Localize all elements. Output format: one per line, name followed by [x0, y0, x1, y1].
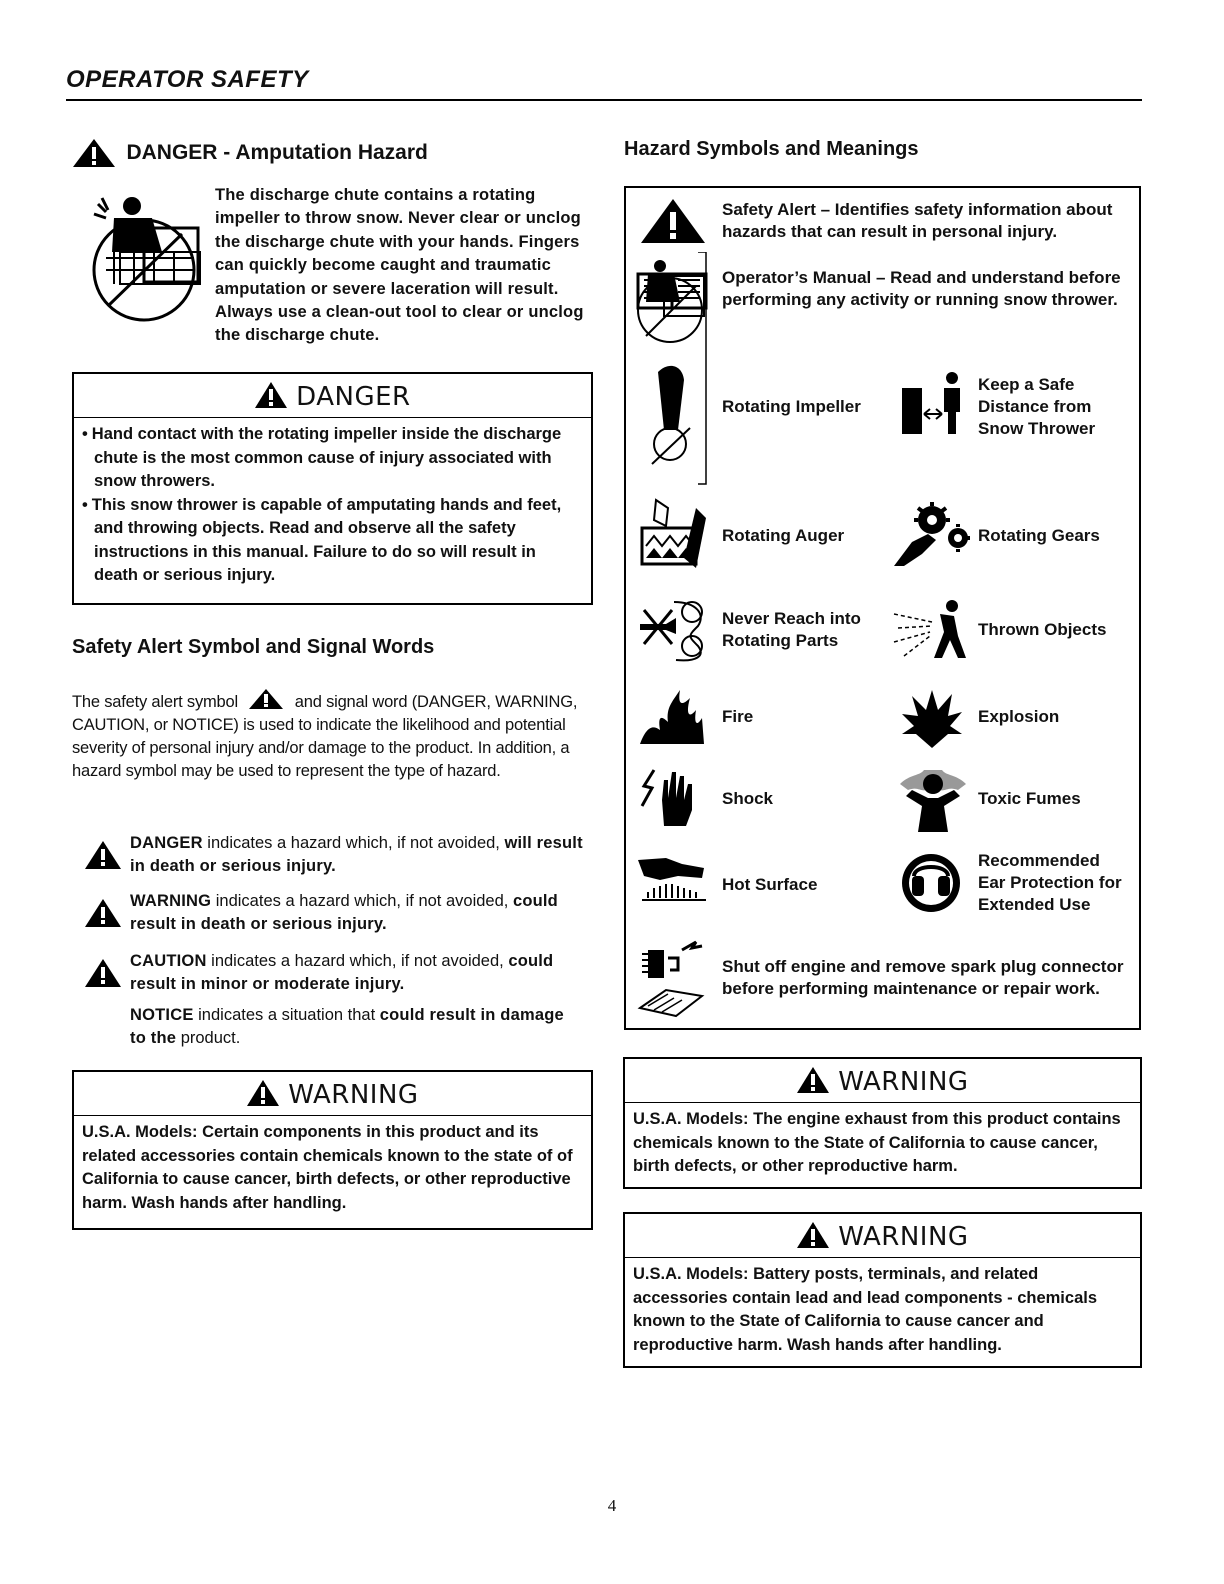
safety-alert-icon: [796, 1221, 830, 1249]
shut-off-engine-meaning: Shut off engine and remove spark plug connector before performing maintenance or repair work.: [722, 957, 1124, 998]
toxic-fumes-meaning: Toxic Fumes: [978, 789, 1081, 808]
never-reach-icon: [636, 596, 710, 662]
fire-meaning: Fire: [722, 707, 754, 726]
header-divider: [66, 99, 1142, 101]
signal-word: CAUTION: [130, 952, 207, 970]
keep-safe-distance-meaning: Keep a Safe Distance from Snow Thrower: [978, 375, 1096, 438]
signal-word: WARNING: [130, 892, 212, 910]
rotating-gears-icon: [892, 500, 972, 568]
thrown-objects-meaning: Thrown Objects: [978, 620, 1107, 639]
safety-alert-icon: [248, 688, 284, 710]
amputation-text: The discharge chute contains a rotating impeller to throw snow. Never clear or unclog the discharge chute with your hands. Fingers can quickly become caught and traumatic amputation or severe laceration will result. Always use a clean-out tool to clear or unclog the discharge chute.: [215, 186, 584, 345]
signal-consequence: could result in death or serious injury.: [130, 892, 558, 933]
never-reach-meaning: Never Reach into Rotating Parts: [722, 609, 861, 650]
safety-alert-icon: [796, 1066, 830, 1094]
warning-text: U.S.A. Models: The engine exhaust from this product contains chemicals known to the State of California to cause cancer, birth defects, or other reproductive harm.: [633, 1110, 1121, 1175]
signal-word: NOTICE: [130, 1006, 194, 1024]
impeller-hazard-icon: [84, 188, 202, 340]
keep-safe-distance-icon: [900, 370, 968, 436]
safety-alert-icon: [84, 958, 122, 988]
signal-desc: indicates a hazard which, if not avoided,: [211, 952, 504, 970]
toxic-fumes-icon: [898, 766, 968, 832]
warning-label: WARNING: [838, 1222, 969, 1252]
signal-word-danger: [84, 832, 584, 878]
ear-protection-meaning: Recommended Ear Protection for Extended Use: [978, 851, 1122, 914]
safety-alert-icon: [254, 381, 288, 409]
warning-box-right-1: [623, 1057, 1142, 1189]
warning-box-left: [72, 1070, 593, 1230]
warning-label: WARNING: [838, 1067, 969, 1097]
thrown-objects-icon: [892, 596, 970, 662]
signal-desc-end: product.: [180, 1029, 241, 1047]
warning-box-right-2: [623, 1212, 1142, 1368]
explosion-icon: [900, 688, 964, 750]
section-title: OPERATOR SAFETY: [66, 66, 309, 93]
hazard-symbols-title: Hazard Symbols and Meanings: [624, 138, 919, 160]
signal-intro-a: The safety alert symbol: [72, 693, 238, 711]
shock-meaning: Shock: [722, 789, 774, 808]
signal-words-intro: [72, 688, 587, 783]
hot-surface-meaning: Hot Surface: [722, 875, 818, 894]
rotating-impeller-icon: [634, 252, 710, 486]
ear-protection-icon: [900, 852, 962, 914]
signal-word-warning: [84, 890, 584, 936]
signal-desc: indicates a hazard which, if not avoided,: [215, 892, 509, 910]
warning-box-header: [74, 1072, 591, 1116]
safety-alert-icon: [72, 138, 116, 168]
danger-bullet: • This snow thrower is capable of amputating hands and feet, and throwing objects. Read and observe all the safety instructions in this manual. Failure to do so will result in death or serious injury.: [82, 494, 583, 588]
signal-word: DANGER: [130, 834, 203, 852]
warning-box-header: [625, 1214, 1140, 1258]
rotating-auger-icon: [636, 498, 708, 570]
rotating-auger-meaning: Rotating Auger: [722, 526, 845, 545]
signal-consequence: will result in death or serious injury.: [130, 834, 583, 875]
rotating-impeller-meaning: Rotating Impeller: [722, 397, 861, 416]
signal-word-caution: [84, 950, 584, 996]
signal-intro-b: and signal word (DANGER, WARNING, CAUTION, or NOTICE) is used to indicate the likelihood and potential severity of personal injury and/or damage to the product. In addition, a hazard symbol may be used to represent the type of hazard.: [72, 693, 578, 780]
signal-consequence: could result in minor or moderate injury.: [130, 952, 554, 993]
signal-desc: indicates a hazard which, if not avoided,: [207, 834, 500, 852]
signal-consequence: could result in damage to the: [130, 1006, 564, 1047]
signal-desc: indicates a situation that: [198, 1006, 376, 1024]
safety-alert-icon: [640, 198, 706, 244]
operator-manual-meaning: Operator’s Manual – Read and understand before performing any activity or running snow thrower.: [722, 268, 1121, 309]
amputation-heading: [72, 138, 592, 168]
amputation-title: DANGER - Amputation Hazard: [126, 141, 428, 164]
warning-text: U.S.A. Models: Battery posts, terminals, and related accessories contain lead and lead components - chemicals known to the State of California to cause cancer and reproductive harm. Wash hands after handling.: [633, 1265, 1098, 1354]
safety-alert-icon: [84, 898, 122, 928]
page-number: 4: [607, 1496, 617, 1515]
signal-word-notice: [130, 1004, 584, 1050]
shut-off-engine-icon: [636, 936, 706, 1018]
safety-alert-meaning: Safety Alert – Identifies safety information about hazards that can result in personal injury.: [722, 200, 1113, 241]
shock-icon: [640, 766, 698, 832]
safety-alert-icon: [84, 840, 122, 870]
hot-surface-icon: [636, 854, 710, 904]
danger-bullet: • Hand contact with the rotating impeller inside the discharge chute is the most common cause of injury associated with snow throwers.: [82, 423, 583, 494]
safety-alert-icon: [246, 1079, 280, 1107]
rotating-gears-meaning: Rotating Gears: [978, 526, 1100, 545]
warning-box-header: [625, 1059, 1140, 1103]
warning-text: U.S.A. Models: Certain components in this product and its related accessories contain chemicals known to the state of of California to cause cancer, birth defects, or other reproductive harm. Wash hands after handling.: [82, 1123, 573, 1212]
fire-icon: [638, 688, 706, 746]
warning-label: WARNING: [288, 1080, 419, 1110]
danger-box: [72, 372, 593, 605]
signal-words-title: Safety Alert Symbol and Signal Words: [72, 636, 435, 658]
danger-box-header: [74, 374, 591, 418]
danger-label: DANGER: [296, 382, 411, 412]
explosion-meaning: Explosion: [978, 707, 1060, 726]
